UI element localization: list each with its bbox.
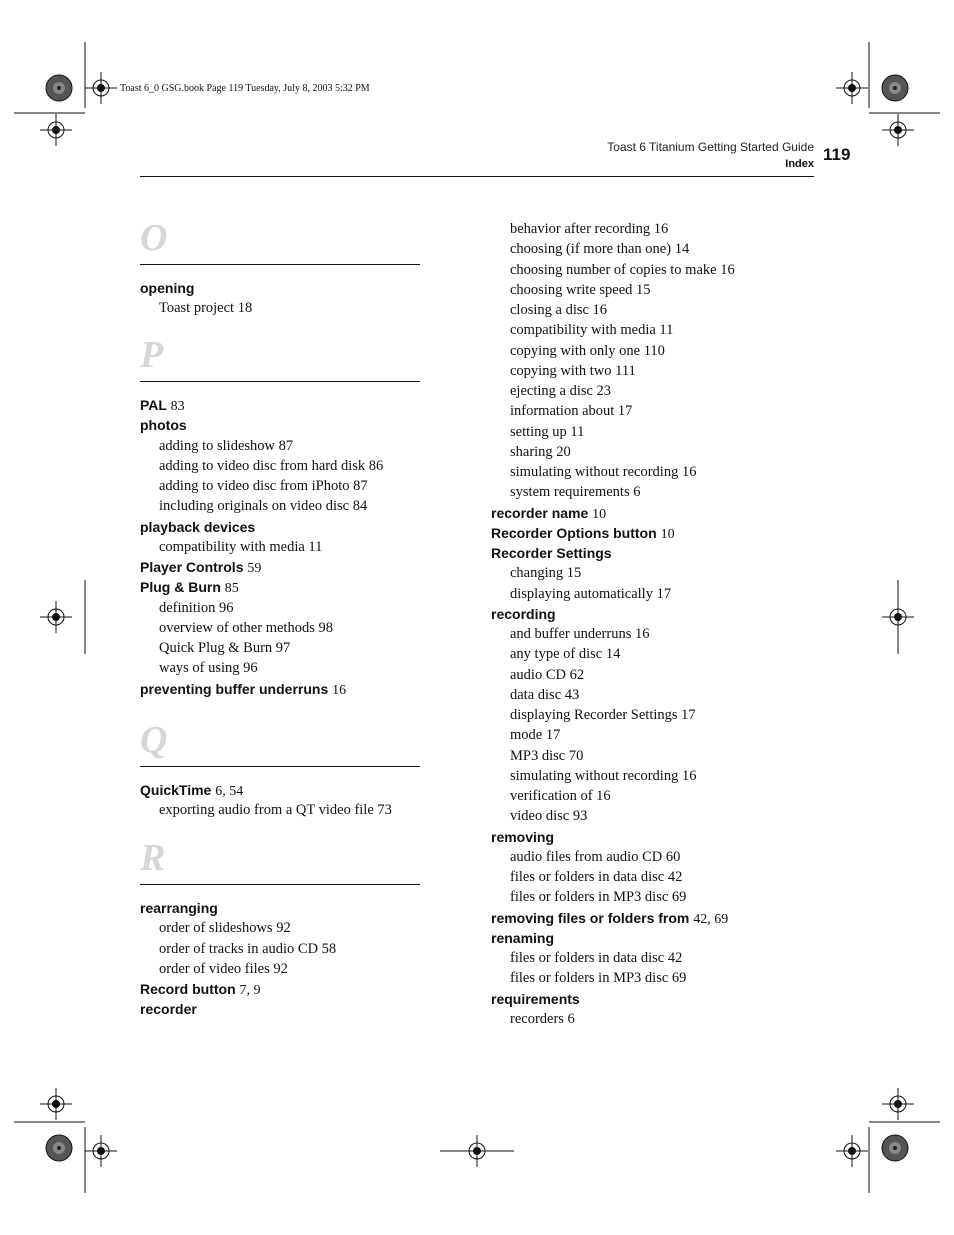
index-sub-entry: files or folders in MP3 disc 69: [510, 970, 687, 987]
index-page-refs: 10: [660, 526, 675, 542]
index-page-refs: 16: [332, 682, 347, 698]
index-term: removing: [491, 828, 555, 845]
index-sub-entry: changing 15: [510, 565, 582, 582]
index-term: Record button: [140, 981, 236, 997]
index-main-entry: [491, 929, 554, 947]
section-letter: R: [140, 837, 166, 879]
section-letter: P: [140, 334, 164, 376]
index-main-entry: [140, 899, 218, 917]
section-rule: [140, 264, 420, 265]
index-main-entry: [140, 680, 346, 700]
section-rule: [140, 884, 420, 885]
index-term: renaming: [491, 929, 555, 946]
index-sub-entry: closing a disc 16: [510, 302, 608, 318]
index-sub-entry: simulating without recording 16: [510, 464, 697, 480]
index-sub-entry: copying with only one 110: [510, 342, 665, 359]
index-sub-entry: adding to video disc from hard disk 86: [159, 457, 384, 474]
index-sub-entry: files or folders in data disc 42: [510, 950, 683, 966]
index-page-refs: 10: [592, 506, 607, 522]
index-term: recording: [491, 605, 556, 622]
index-sub-entry: copying with two 111: [510, 362, 636, 379]
index-page-refs: 6, 54: [215, 784, 244, 799]
index-sub-entry: choosing (if more than one) 14: [510, 241, 690, 258]
index-term: playback devices: [140, 518, 256, 535]
index-main-entry: [491, 605, 556, 623]
slug-line: Toast 6_0 GSG.book Page 119 Tuesday, July 8, 2003 5:32 PM: [120, 83, 370, 94]
running-header-title: Toast 6 Titanium Getting Started Guide: [607, 140, 814, 154]
index-main-entry: [140, 279, 194, 297]
index-sub-entry: Quick Plug & Burn 97: [159, 640, 291, 656]
index-term: recorder name: [491, 504, 589, 521]
section-letter: Q: [140, 719, 168, 761]
index-sub-entry: order of slideshows 92: [159, 920, 291, 937]
index-sub-entry: exporting audio from a QT video file 73: [159, 802, 392, 819]
crosshair-icon: [40, 1088, 72, 1120]
index-term: recorder: [140, 1001, 197, 1018]
crosshair-icon: [85, 72, 117, 104]
index-sub-entry: overview of other methods 98: [159, 619, 333, 636]
index-sub-entry: recorders 6: [510, 1010, 575, 1027]
index-sub-entry: compatibility with media 11: [159, 538, 323, 555]
index-sub-entry: order of video files 92: [159, 960, 288, 977]
index-sub-entry: files or folders in MP3 disc 69: [510, 889, 687, 906]
index-main-entry: [140, 558, 261, 578]
star-target-icon: [882, 75, 908, 101]
index-sub-entry: MP3 disc 70: [510, 747, 584, 764]
index-sub-entry: ejecting a disc 23: [510, 383, 612, 399]
index-page-refs: 7, 9: [239, 983, 261, 998]
index-main-entry: [491, 828, 554, 846]
crosshair-icon: [836, 1135, 868, 1167]
crosshair-icon: [40, 601, 72, 633]
header-rule: [140, 176, 814, 177]
page-number: 119: [823, 145, 851, 164]
index-sub-entry: displaying automatically 17: [510, 585, 672, 602]
index-term: requirements: [491, 990, 580, 1007]
index-sub-entry: verification of 16: [510, 788, 611, 804]
crosshair-icon: [882, 1088, 914, 1120]
crosshair-icon: [85, 1135, 117, 1167]
index-sub-entry: adding to video disc from iPhoto 87: [159, 478, 368, 494]
index-main-entry: [491, 909, 728, 929]
index-page-refs: 83: [170, 399, 185, 414]
index-main-entry: [140, 980, 261, 1000]
crosshair-icon: [836, 72, 868, 104]
index-sub-entry: information about 17: [510, 403, 633, 420]
index-main-entry: [491, 504, 606, 524]
index-sub-entry: compatibility with media 11: [510, 322, 674, 339]
index-sub-entry: adding to slideshow 87: [159, 437, 294, 454]
index-term: Player Controls: [140, 559, 244, 575]
index-term: photos: [140, 417, 187, 434]
index-sub-entry: video disc 93: [510, 808, 588, 825]
index-page-refs: 59: [247, 561, 262, 576]
index-sub-entry: sharing 20: [510, 443, 571, 460]
index-main-entry: [140, 396, 185, 416]
index-sub-entry: behavior after recording 16: [510, 221, 669, 237]
index-main-entry: [491, 524, 675, 544]
index-sub-entry: audio files from audio CD 60: [510, 848, 681, 865]
index-page-refs: 85: [224, 581, 239, 597]
section-rule: [140, 766, 420, 767]
running-header-section: Index: [785, 158, 814, 170]
star-target-icon: [882, 1135, 908, 1161]
star-target-icon: [46, 75, 72, 101]
index-sub-entry: choosing write speed 15: [510, 281, 651, 298]
index-term: QuickTime: [140, 782, 212, 798]
index-main-entry: [140, 578, 239, 598]
index-page-refs: 42, 69: [693, 911, 729, 927]
index-sub-entry: choosing number of copies to make 16: [510, 261, 735, 278]
index-term: PAL: [140, 397, 167, 413]
index-sub-entry: definition 96: [159, 599, 234, 616]
index-sub-entry: simulating without recording 16: [510, 767, 697, 784]
index-sub-entry: data disc 43: [510, 686, 580, 703]
index-sub-entry: system requirements 6: [510, 484, 641, 501]
index-main-entry: [140, 781, 243, 801]
index-sub-entry: ways of using 96: [159, 660, 258, 677]
index-sub-entry: audio CD 62: [510, 666, 585, 683]
index-term: rearranging: [140, 900, 218, 916]
section-letter: O: [140, 217, 168, 259]
section-rule: [140, 381, 420, 382]
index-sub-entry: mode 17: [510, 727, 561, 744]
crosshair-icon: [40, 114, 72, 146]
index-sub-entry: any type of disc 14: [510, 646, 621, 663]
index-sub-entry: displaying Recorder Settings 17: [510, 707, 696, 723]
index-term: Plug & Burn: [140, 579, 221, 596]
index-sub-entry: order of tracks in audio CD 58: [159, 940, 337, 957]
index-main-entry: [140, 1000, 197, 1018]
index-term: removing files or folders from: [491, 909, 690, 926]
index-main-entry: [491, 990, 580, 1008]
index-sub-entry: Toast project 18: [159, 300, 253, 317]
index-term: preventing buffer underruns: [140, 680, 329, 697]
index-term: Recorder Options button: [491, 524, 657, 541]
index-term: Recorder Settings: [491, 545, 612, 561]
index-main-entry: [491, 544, 612, 562]
index-sub-entry: files or folders in data disc 42: [510, 869, 683, 885]
index-main-entry: [140, 416, 187, 434]
index-main-entry: [140, 518, 255, 536]
index-term: opening: [140, 280, 195, 296]
star-target-icon: [46, 1135, 72, 1161]
index-sub-entry: including originals on video disc 84: [159, 498, 368, 515]
crosshair-icon: [882, 114, 914, 146]
index-sub-entry: and buffer underruns 16: [510, 626, 650, 642]
index-sub-entry: setting up 11: [510, 423, 585, 440]
